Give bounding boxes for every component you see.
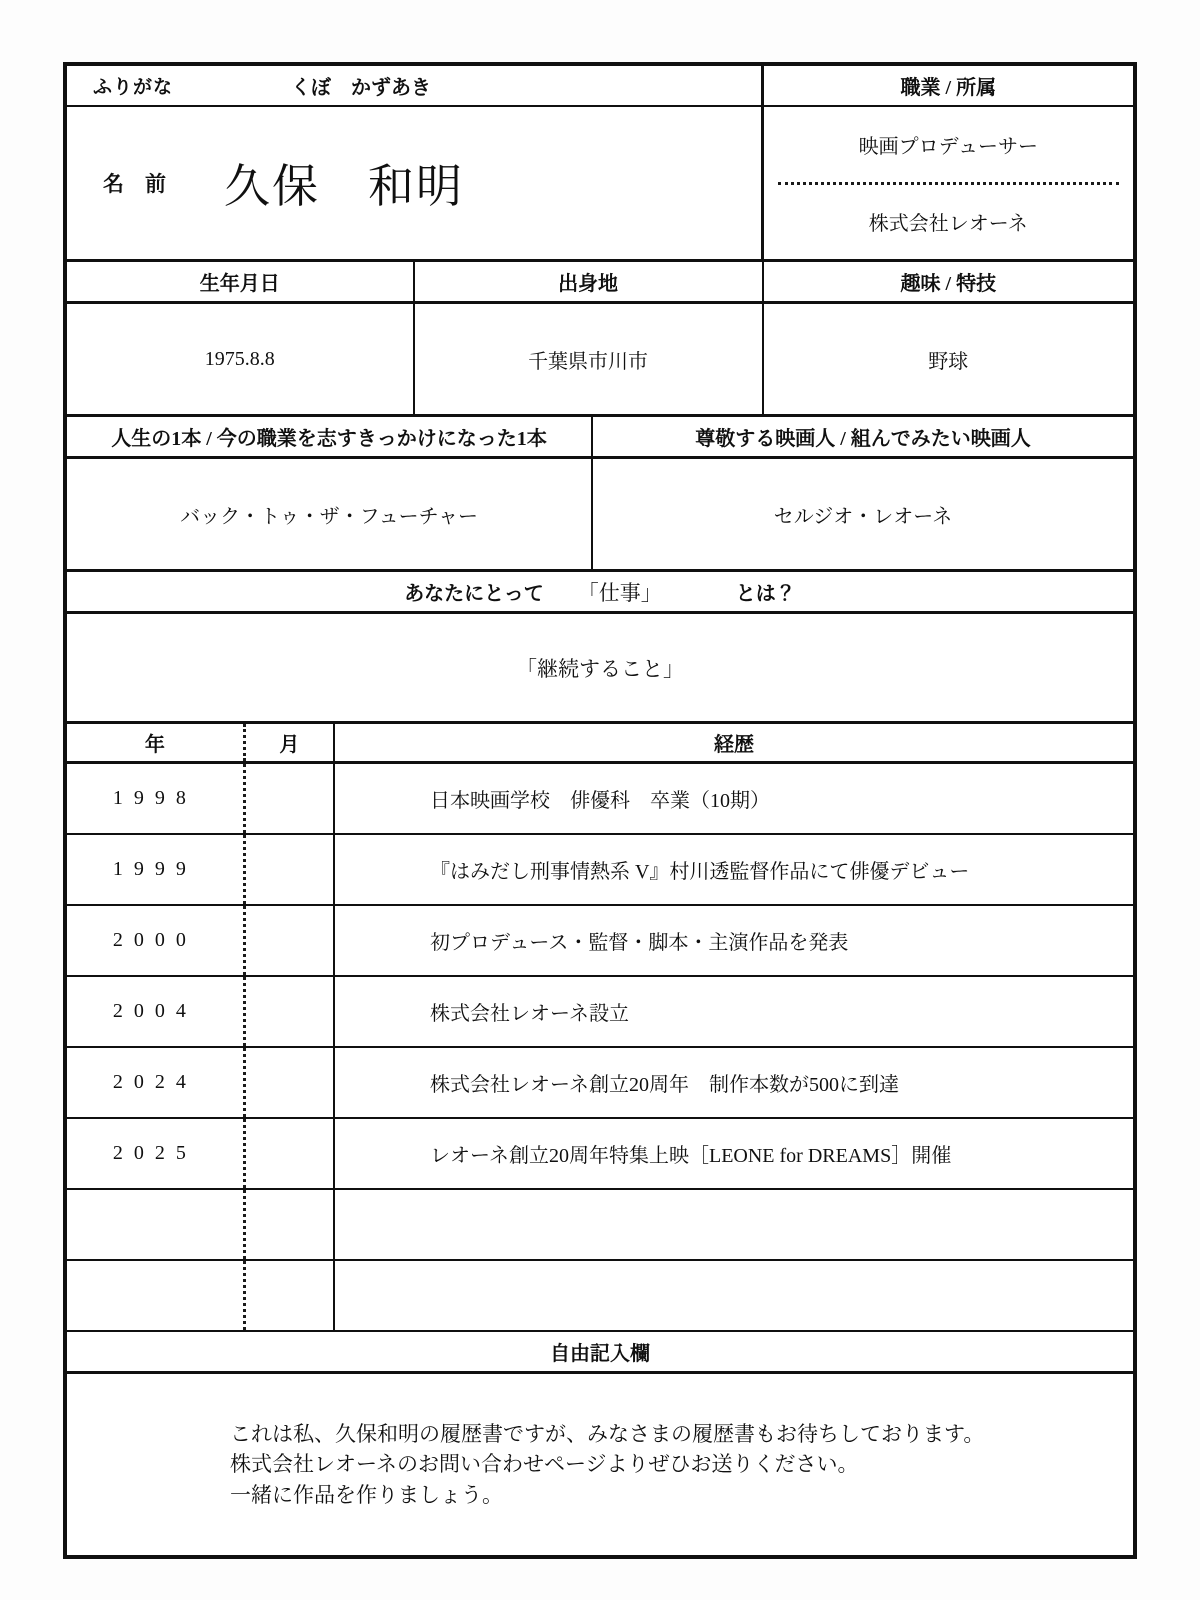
history-row-empty: [67, 1261, 1133, 1332]
month-cell: [246, 906, 335, 975]
birthplace-value: 千葉県市川市: [528, 350, 649, 373]
year-cell: [67, 1048, 246, 1117]
birthdate-column: [67, 262, 415, 414]
month-cell: [246, 1119, 335, 1188]
occupation-header: 職業 / 所属: [764, 66, 1133, 107]
work-question-suffix: とは？: [735, 583, 796, 605]
year-value: 2024: [112, 1071, 197, 1093]
furigana-row: [67, 66, 761, 107]
year-column-header: 年: [67, 724, 246, 761]
month-cell: [246, 977, 335, 1046]
career-cell: [335, 1261, 1133, 1330]
history-row: [67, 906, 1133, 977]
month-cell: [246, 835, 335, 904]
career-column-header: 経歴: [713, 734, 754, 756]
resume-form: [63, 62, 1137, 1559]
year-value: 2000: [112, 929, 197, 951]
year-value: 1998: [112, 787, 197, 809]
history-row: [67, 764, 1133, 835]
work-question-prefix: あなたにとって: [404, 583, 544, 605]
respected-filmmaker-value: セルジオ・レオーネ: [773, 505, 953, 528]
films-section: [67, 417, 1133, 572]
year-cell: [67, 1119, 246, 1188]
free-entry-line: 一緒に作品を作りましょう。: [230, 1482, 503, 1507]
free-entry-line: 株式会社レオーネのお問い合わせページよりぜひお送りください。: [230, 1452, 859, 1477]
month-cell: [246, 1261, 335, 1330]
birthdate-value: 1975.8.8: [204, 347, 275, 370]
free-entry-header: 自由記入欄: [67, 1332, 1133, 1374]
name-label: 名 前: [103, 172, 166, 196]
history-row-empty: [67, 1190, 1133, 1261]
history-row: [67, 1119, 1133, 1190]
birthplace-column: [415, 262, 764, 414]
history-row: [67, 977, 1133, 1048]
life-film-header: 人生の1本 / 今の職業を志すきっかけになった1本: [67, 417, 591, 459]
history-table-header: [67, 724, 1133, 764]
year-cell: [67, 1190, 246, 1259]
hobby-value: 野球: [928, 350, 969, 373]
year-cell: [67, 977, 246, 1046]
career-cell: 初プロデュース・監督・脚本・主演作品を発表: [429, 932, 849, 954]
name-value: 久保 和明: [224, 161, 464, 212]
name-block: [67, 66, 764, 259]
year-value: 2004: [112, 1000, 197, 1022]
company-value: 株式会社レオーネ: [868, 213, 1028, 236]
career-cell: 株式会社レオーネ設立: [429, 1003, 629, 1025]
name-row: [67, 107, 761, 259]
work-question-topic: 「仕事」: [577, 580, 662, 605]
furigana-value: くぼ かずあき: [291, 77, 432, 99]
career-cell: 『はみだし刑事情熱系 V』村川透監督作品にて俳優デビュー: [429, 861, 970, 883]
birthdate-header: 生年月日: [67, 262, 413, 304]
year-cell: [67, 1261, 246, 1330]
furigana-label: ふりがな: [93, 77, 174, 98]
free-entry-line: これは私、久保和明の履歴書ですが、みなさまの履歴書もお待ちしております。: [230, 1421, 985, 1446]
name-occupation-section: [67, 66, 1133, 262]
career-cell: 日本映画学校 俳優科 卒業（10期）: [429, 790, 770, 812]
free-entry-body: [67, 1374, 1133, 1555]
birthplace-header: 出身地: [415, 262, 762, 304]
occupation-body: [764, 107, 1133, 259]
career-cell: [335, 1190, 1133, 1259]
month-cell: [246, 1190, 335, 1259]
hobby-header: 趣味 / 特技: [764, 262, 1133, 304]
year-cell: [67, 906, 246, 975]
month-cell: [246, 764, 335, 833]
year-cell: [67, 764, 246, 833]
occupation-value: 映画プロデューサー: [858, 135, 1038, 158]
respected-filmmaker-header: 尊敬する映画人 / 組んでみたい映画人: [593, 417, 1133, 459]
year-value: 1999: [112, 858, 197, 880]
career-cell: 株式会社レオーネ創立20周年 制作本数が500に到達: [429, 1074, 899, 1096]
year-value: 2025: [112, 1142, 197, 1164]
life-film-value: バック・トゥ・ザ・フューチャー: [180, 505, 478, 528]
hobby-column: [764, 262, 1133, 414]
year-cell: [67, 835, 246, 904]
history-row: [67, 835, 1133, 906]
personal-info-section: [67, 262, 1133, 417]
life-film-column: [67, 417, 593, 569]
respected-filmmaker-column: [593, 417, 1133, 569]
history-row: [67, 1048, 1133, 1119]
occupation-block: [764, 66, 1133, 259]
career-cell: レオーネ創立20周年特集上映［LEONE for DREAMS］開催: [429, 1145, 952, 1167]
work-answer-value: 「継続すること」: [67, 614, 1133, 724]
month-column-header: 月: [246, 724, 335, 761]
work-question-header: [67, 572, 1133, 614]
month-cell: [246, 1048, 335, 1117]
